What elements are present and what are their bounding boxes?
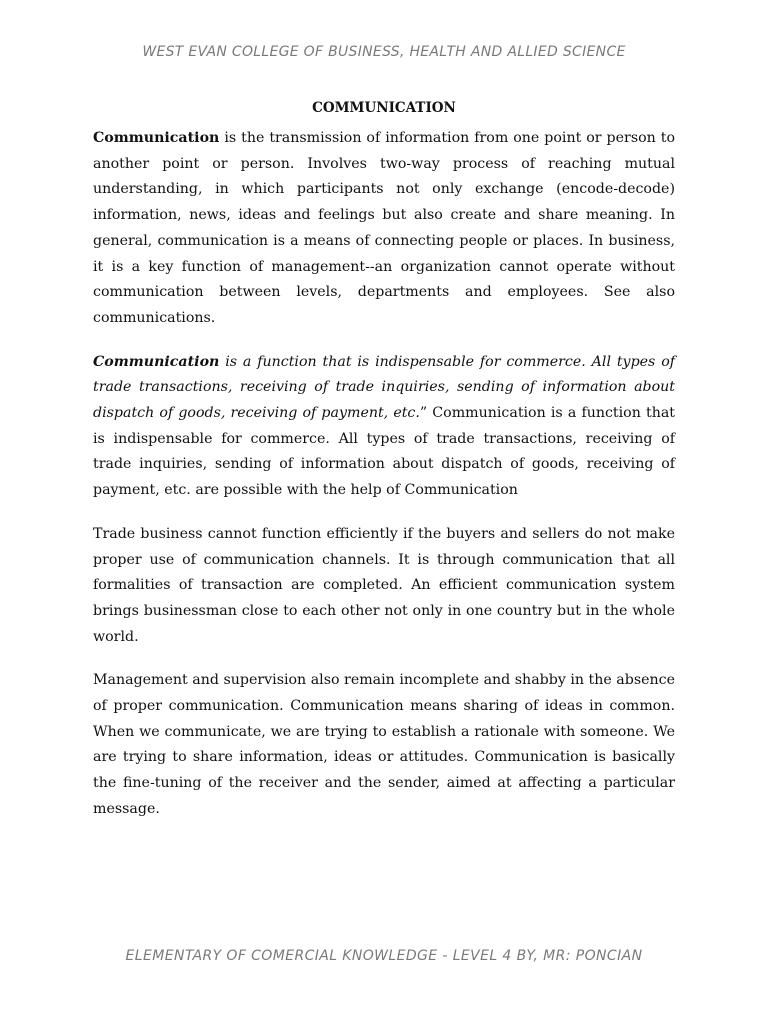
paragraph-commerce-italic-text: is a function that is indispensable for commerce. All types of trade transactions, receiving of trade inquiries, sending of information about dispatch of goods, receiving of payment, etc. [93,353,675,422]
paragraph-commerce [93,350,675,504]
paragraph-definition [93,126,675,332]
document-title: COMMUNICATION [312,100,456,116]
term-communication-italic: Communication [93,353,220,370]
paragraph-trade-business: Trade business cannot function efficiently if the buyers and sellers do not make proper use of communication channels. It is through communication that all formalities of transaction are completed. An efficient communication system brings businessman close to each other not only in one country but in the whole world. [93,525,675,645]
document-body [93,98,675,841]
term-communication: Communication [93,130,220,146]
page-footer: ELEMENTARY OF COMERCIAL KNOWLEDGE - LEVEL 4 BY, MR: PONCIAN [125,948,643,964]
paragraph-commerce-text: ” Communication is a function that is indispensable for commerce. All types of trade transactions, receiving of trade inquiries, sending of information about dispatch of goods, receiving of payment, etc. are possible with the help of Communication [93,405,675,499]
paragraph-management: Management and supervision also remain incomplete and shabby in the absence of proper communication. Communication means sharing of ideas in common. When we communicate, we are trying to establish a rationale with someone. We are trying to share information, ideas or attitudes. Communication is basically the fine-tuning of the receiver and the sender, aimed at affecting a particular message. [93,672,675,817]
paragraph-definition-text: is the transmission of information from one point or person to another point or person. Involves two-way process of reaching mutual understanding, in which participants not only exchange (encode-decode) information, news, ideas and feelings but also create and share meaning. In general, communication is a means of connecting people or places. In business, it is a key function of management--an organization cannot operate without communication between levels, departments and employees. See also communications. [93,130,675,326]
page-header: WEST EVAN COLLEGE OF BUSINESS, HEALTH AND ALLIED SCIENCE [142,44,626,60]
